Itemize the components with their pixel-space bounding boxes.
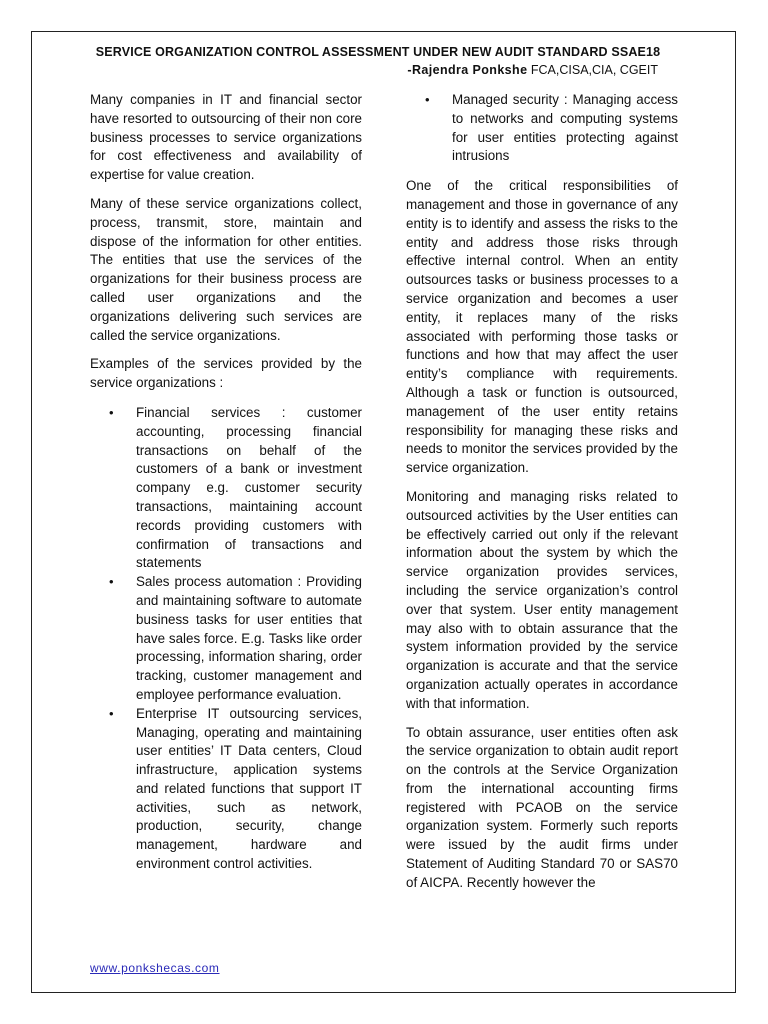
right-column [406, 91, 678, 903]
author-name: -Rajendra Ponkshe [407, 63, 528, 77]
examples-paragraph: Examples of the services provided by the service organizations : [90, 356, 362, 391]
website-link[interactable]: www.ponkshecas.com [90, 961, 220, 975]
list-item [109, 573, 362, 705]
bullet-icon: • [109, 404, 114, 420]
list-item [109, 705, 362, 874]
list-item-text: Managed security : Managing access to networks and computing systems for user entities protecting against intrusions [452, 92, 678, 164]
assurance-paragraph: To obtain assurance, user entities often ask the service organization to obtain audit report on the controls at the Service Organization from the international accounting firms registered with PCAOB on the service organization system. Formerly such reports were issued by the audit firms under Statement of Auditing Standard 70 or SAS70 of AICPA. Recently however the [406, 724, 678, 890]
list-item [425, 91, 678, 166]
author-credentials: FCA,CISA,CIA, CGEIT [527, 63, 658, 77]
list-item-text: Enterprise IT outsourcing services, Managing, operating and maintaining user entities’ IT Data centers, Cloud infrastructure, application systems and related functions that support IT activities, such as network, production, security, change management, hardware and environment control activities. [136, 705, 362, 872]
monitoring-paragraph: Monitoring and managing risks related to outsourced activities by the User entities can be effectively carried out only if the relevant information about the system by which the service organization provides services, including the service organization’s control over that system. User entity management may also with to obtain assurance that the system information provided by the service organization is accurate and that the service organization actually operates in accordance with that information. [406, 488, 678, 711]
list-item-text: Financial services : customer accounting, processing financial transactions on behalf of the customers of a bank or investment company e.g. customer security transactions, maintaining account records providing customers with confirmation of transactions and statements [136, 404, 362, 571]
list-item [109, 404, 362, 573]
list-item-text: Sales process automation : Providing and maintaining software to automate business tasks for user entities that have sales force. E.g. Tasks like order processing, information sharing, order tracking, customer management and employee performance evaluation. [136, 574, 362, 702]
service-organizations-paragraph: Many of these service organizations collect, process, transmit, store, maintain and dispose of the information for other entities. The entities that use the services of the organizations for their business process are called user organizations and the organizations delivering such services are called the service organizations. [90, 195, 362, 343]
author-byline [407, 63, 658, 77]
document-title: SERVICE ORGANIZATION CONTROL ASSESSMENT UNDER NEW AUDIT STANDARD SSAE18 [95, 45, 661, 59]
left-column [90, 91, 362, 874]
intro-paragraph: Many companies in IT and financial sector have resorted to outsourcing of their non core business processes to service organizations for cost effectiveness and availability of expertise for value creation. [90, 92, 362, 183]
responsibilities-paragraph: One of the critical responsibilities of management and those in governance of any entity is to identify and assess the risks to the entity and address those risks through effective internal control. When an entity outsources tasks or business processes to a service organization and becomes a user entity, it replaces many of the risks associated with performing those tasks or functions and how that may affect the user entity’s compliance with requirements. Although a task or function is outsourced, management of the user entity retains responsibility for managing these risks and needs to monitor the services provided by the service organization. [406, 178, 678, 476]
bullet-icon: • [109, 705, 114, 721]
services-list-continued [425, 91, 678, 166]
services-list [109, 404, 362, 874]
bullet-icon: • [109, 574, 114, 590]
bullet-icon: • [425, 92, 430, 107]
